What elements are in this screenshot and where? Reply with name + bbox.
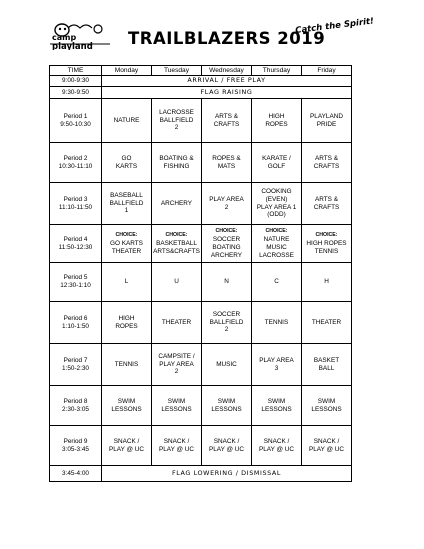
time-cell: Period 3 11:10-11:50 [50,183,102,225]
activity-cell: CAMPSITE / PLAY AREA 2 [152,344,202,386]
activity-cell: TENNIS [102,344,152,386]
table-row [50,183,352,225]
time-cell: Period 1 9:50-10:30 [50,99,102,143]
activity-cell: SWIM LESSONS [152,386,202,426]
full-width-activity-cell: FLAG LOWERING / DISMISSAL [102,466,352,482]
activity-cell: ARTS & CRAFTS [302,183,352,225]
time-cell: Period 9 3:05-3:45 [50,426,102,466]
time-cell: Period 6 1:10-1:50 [50,302,102,344]
table-row [50,302,352,344]
table-row [50,225,352,263]
activity-cell: SNACK / PLAY @ UC [302,426,352,466]
activity-cell: TENNIS [252,302,302,344]
activity-cell: BASEBALL BALLFIELD 1 [102,183,152,225]
activity-cell: BOATING & FISHING [152,143,202,183]
time-cell: 9:30-9:50 [50,87,102,99]
activity-cell: THEATER [302,302,352,344]
col-header-tuesday: Tuesday [152,66,202,76]
table-row [50,466,352,482]
activity-cell: KARATE / GOLF [252,143,302,183]
table-row [50,263,352,302]
lunch-letter-cell: U [152,263,202,302]
col-header-wednesday: Wednesday [202,66,252,76]
full-width-activity-cell: ARRIVAL / FREE PLAY [102,76,352,87]
choice-label: CHOICE: [265,228,288,235]
col-header-time: TIME [50,66,102,76]
table-row [50,99,352,143]
activity-cell: SNACK / PLAY @ UC [202,426,252,466]
activity-cell: COOKING (EVEN) PLAY AREA 1 (ODD) [252,183,302,225]
choice-label: CHOICE: [215,228,238,235]
activity-cell: SWIM LESSONS [102,386,152,426]
table-row [50,87,352,99]
col-header-friday: Friday [302,66,352,76]
activity-cell: SNACK / PLAY @ UC [252,426,302,466]
lunch-letter-cell: L [102,263,152,302]
table-row [50,143,352,183]
choice-label: CHOICE: [165,232,188,239]
time-cell: Period 8 2:30-3:05 [50,386,102,426]
activity-cell: PLAY AREA 3 [252,344,302,386]
activity-cell: SNACK / PLAY @ UC [102,426,152,466]
choice-activity-cell: CHOICE: NATURE MUSIC LACROSSE [252,225,302,263]
choice-label: CHOICE: [315,232,338,239]
svg-text:camp: camp [52,33,77,42]
time-cell: 3:45-4:00 [50,466,102,482]
lunch-letter-cell: N [202,263,252,302]
choice-activity-cell: CHOICE: SOCCER BOATING ARCHERY [202,225,252,263]
choice-activity-cell: CHOICE: GO KARTS THEATER [102,225,152,263]
activity-cell: THEATER [152,302,202,344]
activity-cell: PLAY AREA 2 [202,183,252,225]
table-row [50,344,352,386]
activity-cell: SWIM LESSONS [202,386,252,426]
svg-text:playland: playland [52,42,93,50]
activity-cell: HIGH ROPES [102,302,152,344]
activity-cell: BASKET BALL [302,344,352,386]
activity-cell: SOCCER BALLFIELD 2 [202,302,252,344]
activity-cell: HIGH ROPES [252,99,302,143]
table-row [50,76,352,87]
choice-activity-cell: CHOICE: HIGH ROPES TENNIS [302,225,352,263]
choice-activity-cell: CHOICE: BASKETBALL ARTS&CRAFTS [152,225,202,263]
page-title: TRAILBLAZERS 2019 [128,29,326,48]
activity-cell: PLAYLAND PRIDE [302,99,352,143]
activity-cell: SWIM LESSONS [302,386,352,426]
activity-cell: LACROSSE BALLFIELD 2 [152,99,202,143]
camp-playland-logo [48,22,112,50]
full-width-activity-cell: FLAG RAISING [102,87,352,99]
header-row [50,66,352,76]
time-cell: Period 4 11:50-12:30 [50,225,102,263]
activity-cell: ARTS & CRAFTS [202,99,252,143]
activity-cell: ARCHERY [152,183,202,225]
activity-cell: GO KARTS [102,143,152,183]
choice-label: CHOICE: [115,232,138,239]
table-row [50,386,352,426]
lunch-letter-cell: C [252,263,302,302]
lunch-letter-cell: H [302,263,352,302]
activity-cell: SNACK / PLAY @ UC [152,426,202,466]
activity-cell: MUSIC [202,344,252,386]
activity-cell: ARTS & CRAFTS [302,143,352,183]
activity-cell: SWIM LESSONS [252,386,302,426]
col-header-monday: Monday [102,66,152,76]
time-cell: Period 2 10:30-11:10 [50,143,102,183]
time-cell: 9:00-9:30 [50,76,102,87]
time-cell: Period 7 1:50-2:30 [50,344,102,386]
col-header-thursday: Thursday [252,66,302,76]
activity-cell: ROPES & MATS [202,143,252,183]
time-cell: Period 5 12:30-1:10 [50,263,102,302]
table-row [50,426,352,466]
tagline: Catch the Spirit! [294,16,375,36]
schedule-table [49,65,352,482]
activity-cell: NATURE [102,99,152,143]
